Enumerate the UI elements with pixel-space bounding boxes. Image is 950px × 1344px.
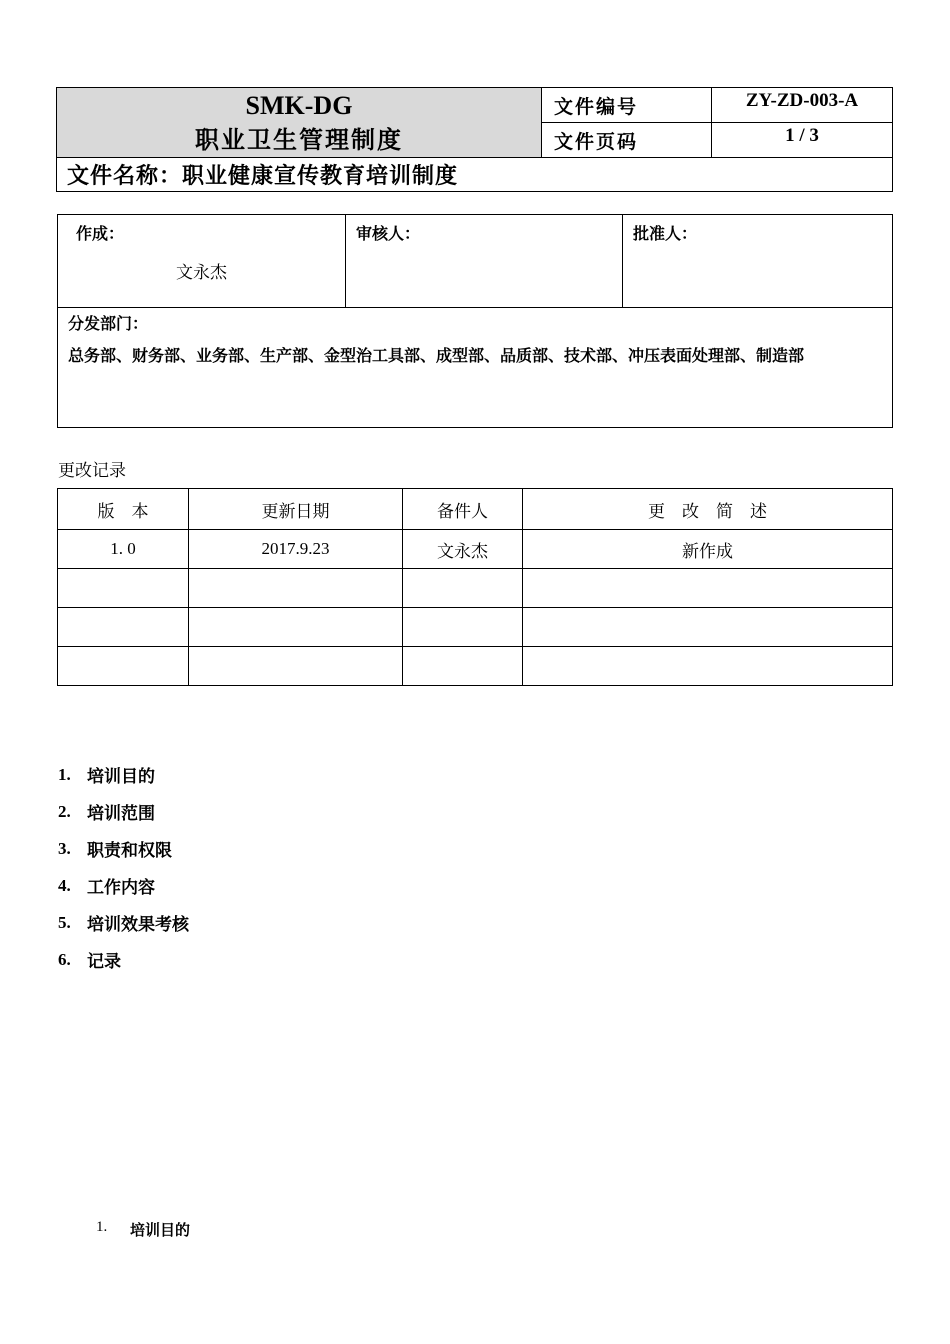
document-header: [56, 87, 893, 192]
distribution-departments: 总务部、财务部、业务部、生产部、金型治工具部、成型部、品质部、技术部、冲压表面处理部、制造部: [68, 346, 805, 365]
table-cell: 1. 0: [58, 530, 189, 569]
toc-item: [58, 904, 189, 941]
doc-no-label: 文件编号: [542, 88, 712, 123]
header-date: 更新日期: [189, 489, 403, 530]
table-cell: [189, 647, 403, 686]
title-cell: [57, 88, 542, 158]
toc-number: 4.: [58, 875, 71, 895]
toc-text: 培训范围: [87, 804, 155, 824]
table-row: [58, 647, 893, 686]
table-cell: [58, 647, 189, 686]
header-version: 版 本: [58, 489, 189, 530]
approver-label: 批准人：: [633, 224, 698, 243]
toc-item: [58, 793, 189, 830]
table-of-contents: [58, 756, 189, 978]
toc-item: [58, 941, 189, 978]
distribution-label: 分发部门：: [68, 314, 149, 333]
header-person: 备件人: [403, 489, 523, 530]
revision-title: 更改记录: [58, 461, 126, 481]
section-heading: [96, 1219, 190, 1240]
table-row: [58, 569, 893, 608]
toc-item: [58, 756, 189, 793]
reviewer-cell: [346, 215, 623, 308]
table-cell: 文永杰: [403, 530, 523, 569]
revision-table: [57, 488, 893, 686]
distribution-cell: [58, 308, 893, 428]
page-label: 文件页码: [542, 123, 712, 158]
table-cell: [58, 569, 189, 608]
table-row: [58, 608, 893, 647]
author-label: 作成：: [76, 224, 125, 243]
toc-number: 6.: [58, 949, 71, 969]
header-description: 更 改 简 述: [523, 489, 893, 530]
approval-table: [57, 214, 893, 428]
table-cell: [403, 608, 523, 647]
table-cell: [403, 647, 523, 686]
toc-number: 3.: [58, 838, 71, 858]
doc-name: 文件名称：职业健康宣传教育培训制度: [57, 158, 893, 192]
author-cell: [58, 215, 346, 308]
revision-header-row: [58, 489, 893, 530]
table-cell: [189, 569, 403, 608]
section-title: 培训目的: [130, 1221, 191, 1239]
toc-item: [58, 867, 189, 904]
doc-no-value: ZY-ZD-003-A: [712, 88, 893, 123]
toc-number: 1.: [58, 764, 71, 784]
table-cell: [523, 569, 893, 608]
toc-item: [58, 830, 189, 867]
company-name: SMK-DG: [245, 90, 353, 120]
page-value: 1 / 3: [712, 123, 893, 158]
table-cell: [523, 608, 893, 647]
toc-number: 2.: [58, 801, 71, 821]
toc-text: 职责和权限: [87, 841, 172, 861]
approver-cell: [623, 215, 893, 308]
toc-text: 工作内容: [87, 878, 155, 898]
table-cell: [189, 608, 403, 647]
table-row: [58, 530, 893, 569]
section-number: 1.: [96, 1219, 108, 1235]
toc-number: 5.: [58, 912, 71, 932]
toc-text: 记录: [87, 952, 121, 972]
table-cell: 新作成: [523, 530, 893, 569]
table-cell: [523, 647, 893, 686]
table-cell: [403, 569, 523, 608]
table-cell: [58, 608, 189, 647]
manual-title: 职业卫生管理制度: [195, 124, 403, 154]
reviewer-label: 审核人：: [356, 224, 421, 243]
toc-text: 培训效果考核: [87, 915, 189, 935]
toc-text: 培训目的: [87, 767, 155, 787]
author-name: 文永杰: [176, 263, 227, 283]
table-cell: 2017.9.23: [189, 530, 403, 569]
